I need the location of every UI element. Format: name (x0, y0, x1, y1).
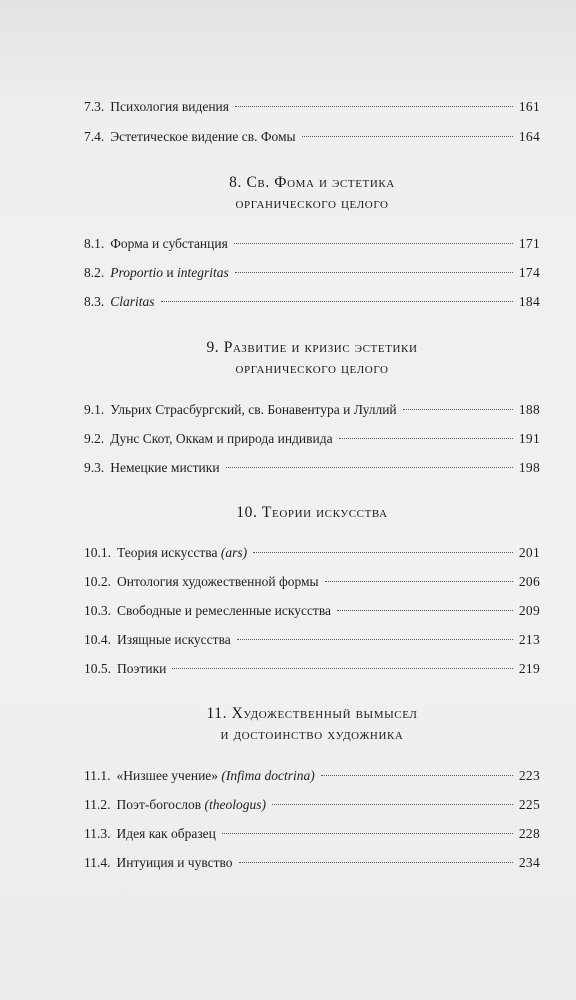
toc-entry[interactable] (84, 263, 540, 283)
entry-title (117, 543, 247, 563)
entry-page-number: 171 (518, 236, 540, 251)
dot-leader (339, 438, 513, 439)
entry-page-number: 198 (518, 460, 540, 475)
entry-title-italic: (ars) (220, 545, 248, 560)
entry-title: Свободные и ремесленные искусства (117, 603, 332, 618)
entry-page-number: 206 (518, 574, 540, 589)
dot-leader (226, 467, 513, 468)
entry-page-number: 209 (518, 603, 540, 618)
entry-number: 10.3. (84, 603, 111, 618)
dot-leader (302, 136, 513, 137)
entry-page-number: 213 (518, 632, 540, 647)
entry-page-number: 174 (518, 265, 540, 280)
entry-number: 8.2. (84, 265, 105, 280)
entry-title (117, 766, 315, 786)
entry-title-text: «Низшее учение» (116, 768, 222, 783)
entry-page-number: 184 (518, 294, 540, 309)
entry-title-italic: (Infima doctrina) (221, 768, 315, 783)
dot-leader (272, 804, 513, 805)
entry-title-italic: (theologus) (204, 797, 266, 812)
toc-entry[interactable] (84, 400, 540, 420)
toc-entry[interactable] (84, 292, 540, 312)
entry-title: Форма и субстанция (110, 236, 228, 251)
toc-entry[interactable] (84, 234, 540, 254)
toc-entry[interactable] (84, 601, 540, 621)
entry-number: 8.3. (84, 294, 105, 309)
chapter-11-heading-line1: 11. Художественный вымысел (206, 705, 418, 722)
toc-entry[interactable] (84, 659, 540, 679)
entry-page-number: 164 (518, 129, 540, 144)
dot-leader (337, 610, 513, 611)
toc-entry[interactable] (84, 458, 540, 478)
entry-title: Онтология художественной формы (117, 574, 319, 589)
dot-leader (234, 243, 513, 244)
entry-number: 11.1. (84, 768, 111, 783)
toc-entry[interactable] (84, 543, 540, 563)
entry-title-italic: integritas (177, 265, 229, 280)
entry-number: 11.4. (84, 855, 111, 870)
dot-leader (321, 775, 513, 776)
entry-page-number: 225 (518, 797, 540, 812)
entry-title: Поэтики (117, 661, 167, 676)
entry-number: 9.3. (84, 460, 105, 475)
toc-entry[interactable] (84, 127, 540, 147)
dot-leader (325, 581, 513, 582)
entry-title-text: Теория искусства (117, 545, 221, 560)
entry-number: 10.4. (84, 632, 111, 647)
chapter-8-heading-line1: 8. Св. Фома и эстетика (229, 174, 395, 191)
entry-title: Дунс Скот, Оккам и природа индивида (110, 431, 333, 446)
toc-entry[interactable] (84, 853, 540, 873)
entry-number: 9.2. (84, 431, 105, 446)
toc-entry[interactable] (84, 630, 540, 650)
dot-leader (235, 106, 513, 107)
entry-title (110, 292, 154, 312)
entry-title (110, 263, 229, 283)
entry-number: 9.1. (84, 402, 105, 417)
entry-page-number: 161 (518, 99, 540, 114)
entry-number: 11.2. (84, 797, 111, 812)
chapter-11-heading-line2: и достоинство художника (220, 726, 404, 743)
entry-page-number: 223 (518, 768, 540, 783)
entry-number: 7.3. (84, 99, 105, 114)
dot-leader (237, 639, 513, 640)
chapter-9-heading-line1: 9. Развитие и кризис эстетики (206, 339, 418, 356)
entry-title (117, 795, 267, 815)
entry-page-number: 219 (518, 661, 540, 676)
entry-title: Немецкие мистики (110, 460, 220, 475)
entry-title: Интуиция и чувство (116, 855, 233, 870)
entry-title-italic: Proportio (110, 265, 164, 280)
entry-number: 7.4. (84, 129, 105, 144)
toc-entry[interactable] (84, 795, 540, 815)
entry-number: 8.1. (84, 236, 105, 251)
chapter-9-heading-line2: органического целого (235, 360, 389, 377)
entry-title-italic: Claritas (110, 294, 155, 309)
entry-page-number: 228 (518, 826, 540, 841)
dot-leader (239, 862, 513, 863)
dot-leader (172, 668, 512, 669)
dot-leader (403, 409, 513, 410)
chapter-10-heading: 10. Теории искусства (236, 504, 388, 521)
dot-leader (235, 272, 513, 273)
entry-page-number: 201 (518, 545, 540, 560)
entry-page-number: 188 (518, 402, 540, 417)
entry-title: Эстетическое видение св. Фомы (110, 129, 296, 144)
entry-title-text: Поэт-богослов (116, 797, 205, 812)
chapter-8-heading-line2: органического целого (235, 195, 389, 212)
toc-entry[interactable] (84, 97, 540, 117)
entry-page-number: 234 (518, 855, 540, 870)
entry-title: Психология видения (110, 99, 229, 114)
toc-entry[interactable] (84, 766, 540, 786)
dot-leader (253, 552, 513, 553)
entry-title-conjunction: и (163, 265, 177, 280)
toc-entry[interactable] (84, 824, 540, 844)
dot-leader (222, 833, 513, 834)
entry-title: Идея как образец (116, 826, 216, 841)
entry-title: Изящные искусства (117, 632, 231, 647)
entry-number: 10.2. (84, 574, 111, 589)
entry-number: 10.1. (84, 545, 111, 560)
dot-leader (161, 301, 513, 302)
entry-number: 11.3. (84, 826, 111, 841)
toc-entry[interactable] (84, 429, 540, 449)
entry-title: Ульрих Страсбургский, св. Бонавентура и Луллий (110, 402, 397, 417)
entry-page-number: 191 (518, 431, 540, 446)
entry-number: 10.5. (84, 661, 111, 676)
toc-entry[interactable] (84, 572, 540, 592)
